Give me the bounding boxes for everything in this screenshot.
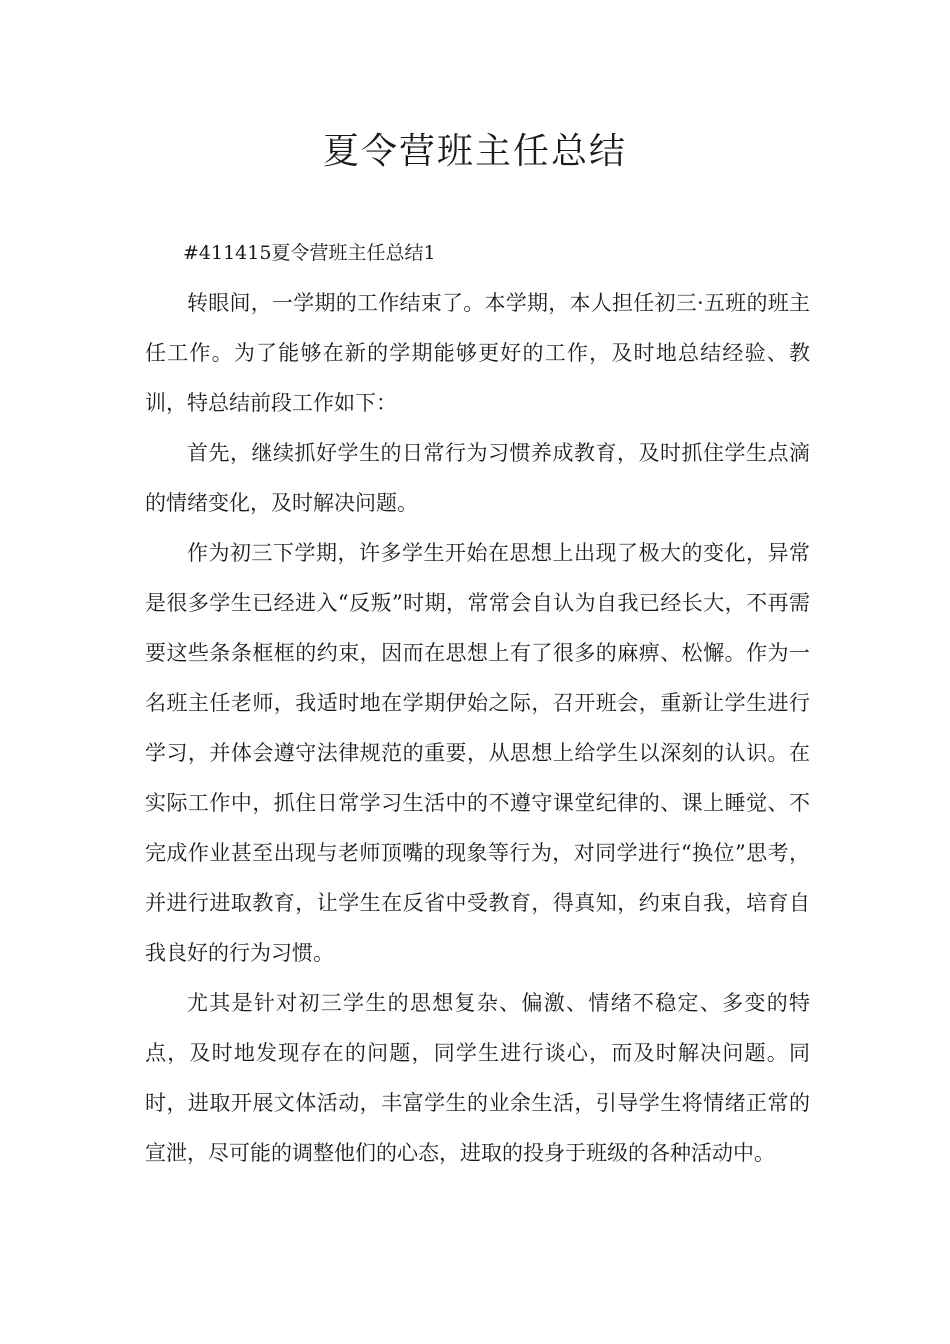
section-heading: #411415夏令营班主任总结1 [183,242,436,264]
paragraph-first: 首先，继续抓好学生的日常行为习惯养成教育，及时抓住学生点滴的情绪变化，及时解决问题。 [145,441,810,515]
document-title: 夏令营班主任总结 [322,131,627,172]
document-body [145,228,810,1178]
paragraph-intro: 转眼间，一学期的工作结束了。本学期，本人担任初三·五班的班主任工作。为了能够在新的学期能够更好的工作，及时地总结经验、教训，特总结前段工作如下： [145,291,810,415]
paragraph-second: 作为初三下学期，许多学生开始在思想上出现了极大的变化，异常是很多学生已经进入“反叛”时期，常常会自认为自我已经长大，不再需要这些条条框框的约束，因而在思想上有了很多的麻痹、松懈。作为一名班主任老师，我适时地在学期伊始之际，召开班会，重新让学生进行学习，并体会遵守法律规范的重要，从思想上给学生以深刻的认识。在实际工作中，抓住日常学习生活中的不遵守课堂纪律的、课上睡觉、不完成作业甚至出现与老师顶嘴的现象等行为，对同学进行“换位”思考，并进行进取教育，让学生在反省中受教育，得真知，约束自我，培育自我良好的行为习惯。 [145,541,810,965]
paragraph-third: 尤其是针对初三学生的思想复杂、偏激、情绪不稳定、多变的特点，及时地发现存在的问题，同学生进行谈心，而及时解决问题。同时，进取开展文体活动，丰富学生的业余生活，引导学生将情绪正常的宣泄，尽可能的调整他们的心态，进取的投身于班级的各种活动中。 [145,991,810,1165]
